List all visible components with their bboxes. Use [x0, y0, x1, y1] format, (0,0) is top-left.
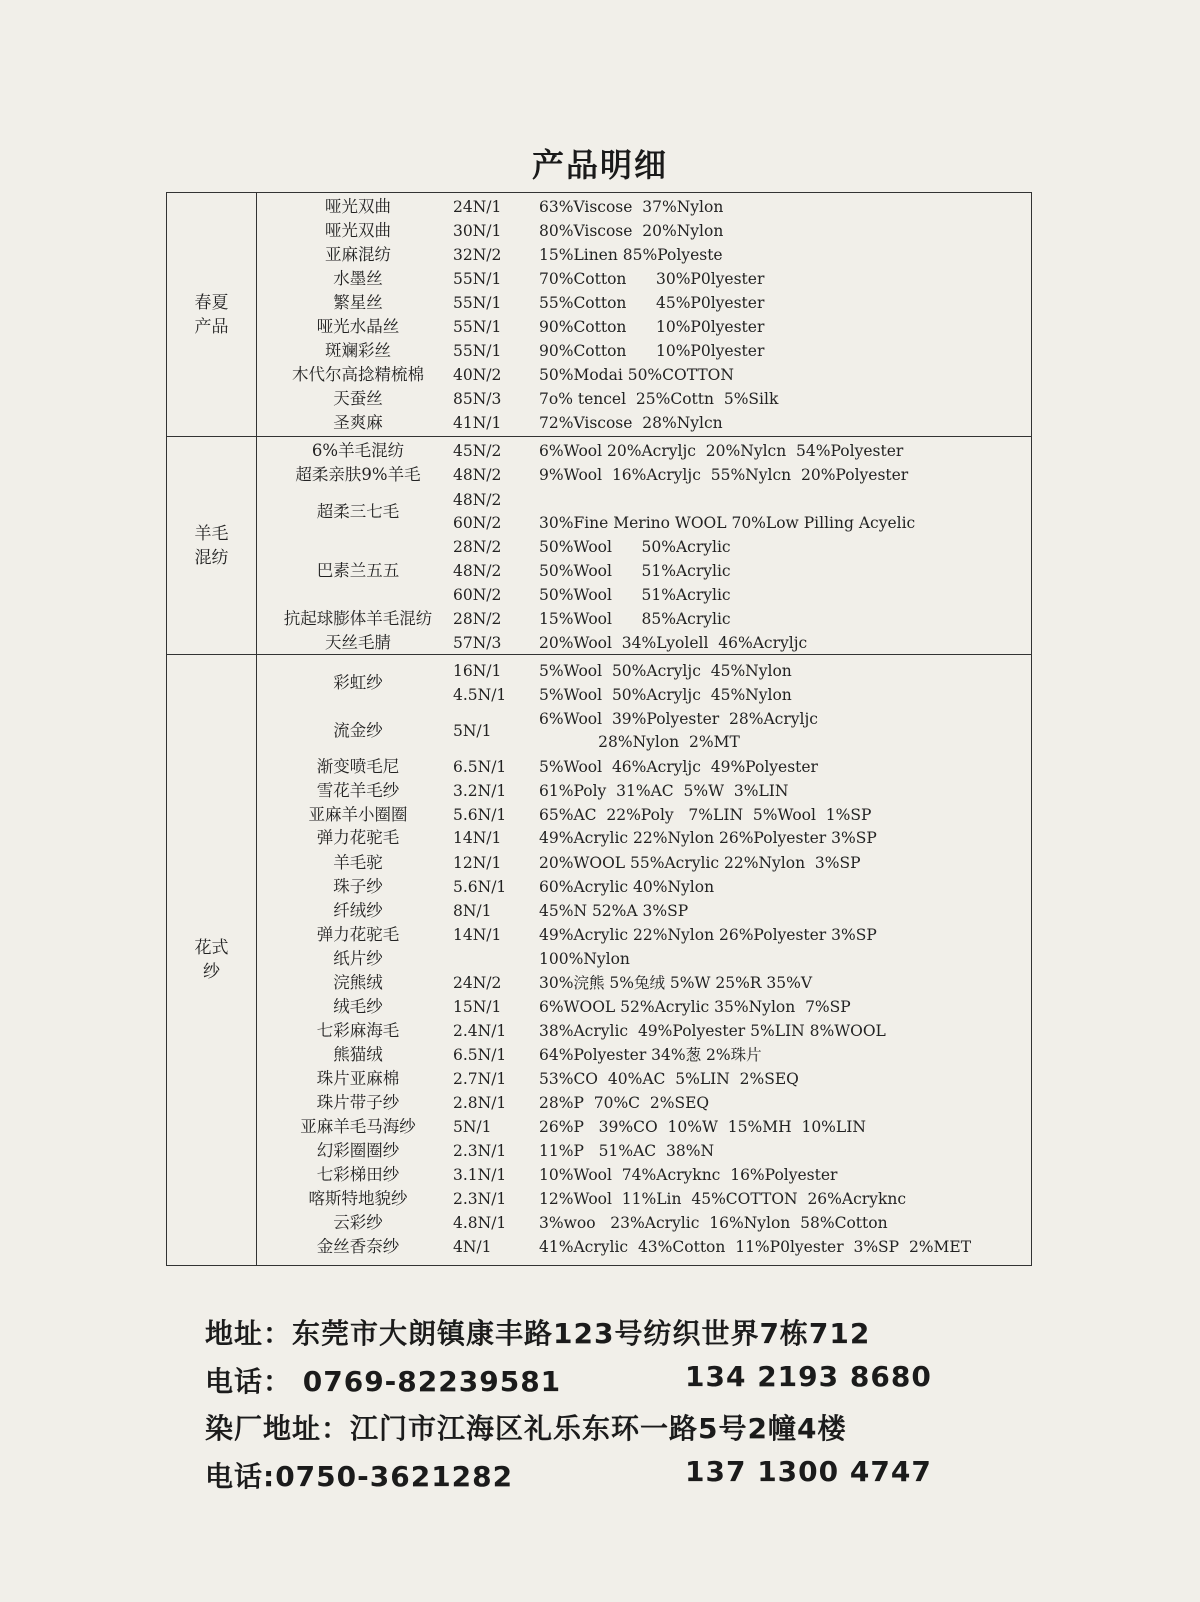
table-row — [257, 659, 1031, 692]
composition: 15%Wool 85%Acrylic — [539, 610, 731, 628]
table-row — [257, 995, 1031, 1019]
yarn-count: 32N/2 — [453, 246, 502, 264]
product-name: 纤绒纱 — [333, 901, 383, 920]
product-name: 云彩纱 — [333, 1213, 383, 1232]
product-name: 哑光水晶丝 — [316, 317, 400, 336]
product-name: 天丝毛腈 — [325, 633, 391, 652]
composition: 12%Wool 11%Lin 45%COTTON 26%Acryknc — [539, 1190, 906, 1208]
table-row — [257, 511, 1031, 535]
product-name: 水墨丝 — [333, 269, 383, 288]
yarn-count: 55N/1 — [453, 318, 502, 336]
section-rows — [257, 655, 1031, 1265]
product-table — [166, 192, 1032, 1266]
table-row — [257, 607, 1031, 631]
table-row — [257, 488, 1031, 521]
table-row — [257, 315, 1031, 339]
composition: 30%浣熊 5%兔绒 5%W 25%R 35%V — [539, 974, 813, 992]
yarn-count: 60N/2 — [453, 586, 502, 604]
composition: 45%N 52%A 3%SP — [539, 902, 689, 920]
table-row — [257, 851, 1031, 875]
composition: 61%Poly 31%AC 5%W 3%LIN — [539, 782, 789, 800]
composition: 28%P 70%C 2%SEQ — [539, 1094, 710, 1112]
composition: 64%Polyester 34%葱 2%珠片 — [539, 1046, 762, 1064]
table-row — [257, 755, 1031, 779]
yarn-count: 2.3N/1 — [453, 1142, 507, 1160]
section-wool-blend — [167, 437, 1031, 655]
yarn-count: 30N/1 — [453, 222, 502, 240]
section-spring-summer — [167, 193, 1031, 437]
table-row — [257, 219, 1031, 243]
dye-factory-address: 染厂地址：江门市江海区礼乐东环一路5号2幢4楼 — [205, 1412, 847, 1445]
table-row — [257, 339, 1031, 363]
yarn-count: 48N/2 — [453, 562, 502, 580]
product-name: 幻彩圈圈纱 — [316, 1141, 400, 1160]
yarn-count: 60N/2 — [453, 514, 502, 532]
yarn-count: 3.1N/1 — [453, 1166, 507, 1184]
table-row — [257, 1091, 1031, 1115]
composition: 50%Modai 50%COTTON — [539, 366, 734, 384]
table-row — [257, 559, 1031, 583]
mobile-1: 134 2193 8680 — [685, 1360, 932, 1393]
yarn-count: 40N/2 — [453, 366, 502, 384]
yarn-count: 2.7N/1 — [453, 1070, 507, 1088]
composition: 41%Acrylic 43%Cotton 11%P0lyester 3%SP 2%MET — [539, 1238, 972, 1256]
category-label: 花式纱 — [167, 655, 257, 1265]
product-name: 浣熊绒 — [333, 973, 383, 992]
yarn-count: 5N/1 — [453, 1118, 492, 1136]
table-row — [257, 1235, 1031, 1259]
product-name: 熊猫绒 — [333, 1045, 383, 1064]
product-name: 雪花羊毛纱 — [316, 781, 400, 800]
yarn-count: 5.6N/1 — [453, 878, 507, 896]
composition: 50%Wool 51%Acrylic — [539, 562, 731, 580]
composition: 38%Acrylic 49%Polyester 5%LIN 8%WOOL — [539, 1022, 886, 1040]
phone-1: 电话： 0769-82239581 — [205, 1365, 562, 1398]
table-row — [257, 1043, 1031, 1067]
composition: 72%Viscose 28%Nylcn — [539, 414, 723, 432]
table-row — [257, 899, 1031, 923]
composition: 100%Nylon — [539, 950, 630, 968]
product-name: 天蚕丝 — [333, 389, 383, 408]
composition: 50%Wool 51%Acrylic — [539, 586, 731, 604]
yarn-count: 41N/1 — [453, 414, 502, 432]
table-row — [257, 243, 1031, 267]
category-label: 春夏 产品 — [167, 193, 257, 436]
product-name: 圣爽麻 — [333, 413, 383, 432]
section-fancy-yarn — [167, 655, 1031, 1265]
product-name: 斑斓彩丝 — [325, 341, 391, 360]
product-name: 金丝香奈纱 — [316, 1237, 400, 1256]
yarn-count: 45N/2 — [453, 442, 502, 460]
yarn-count: 48N/2 — [453, 491, 502, 509]
table-row — [257, 1163, 1031, 1187]
yarn-count: 8N/1 — [453, 902, 492, 920]
address-line: 地址：东莞市大朗镇康丰路123号纺织世界7栋712 — [205, 1317, 871, 1350]
product-name: 弹力花驼毛 — [316, 925, 400, 944]
yarn-count: 4.5N/1 — [453, 686, 507, 704]
product-name: 繁星丝 — [333, 293, 383, 312]
composition: 15%Linen 85%Polyeste — [539, 246, 723, 264]
product-name: 流金纱 — [333, 721, 383, 740]
product-name: 七彩麻海毛 — [316, 1021, 400, 1040]
yarn-count: 24N/2 — [453, 974, 502, 992]
product-name: 羊毛驼 — [333, 853, 383, 872]
table-row — [257, 971, 1031, 995]
composition: 70%Cotton 30%P0lyester — [539, 270, 765, 288]
category-label: 羊毛 混纺 — [167, 437, 257, 654]
yarn-count: 24N/1 — [453, 198, 502, 216]
product-name: 珠片亚麻棉 — [316, 1069, 400, 1088]
composition: 5%Wool 46%Acryljc 49%Polyester — [539, 758, 818, 776]
product-name: 珠子纱 — [333, 877, 383, 896]
section-rows — [257, 437, 1031, 654]
table-row — [257, 1019, 1031, 1043]
yarn-count: 28N/2 — [453, 610, 502, 628]
mobile-2: 137 1300 4747 — [685, 1455, 932, 1488]
table-row — [257, 631, 1031, 655]
product-name: 巴素兰五五 — [316, 561, 400, 580]
composition: 6%WOOL 52%Acrylic 35%Nylon 7%SP — [539, 998, 851, 1016]
phone-2: 电话:0750-3621282 — [205, 1460, 514, 1493]
composition: 90%Cotton 10%P0lyester — [539, 318, 765, 336]
table-row — [257, 535, 1031, 559]
table-row — [257, 363, 1031, 387]
product-name: 绒毛纱 — [333, 997, 383, 1016]
composition: 6%Wool 20%Acryljc 20%Nylcn 54%Polyester — [539, 442, 904, 460]
table-row — [257, 267, 1031, 291]
yarn-count: 15N/1 — [453, 998, 502, 1016]
composition: 10%Wool 74%Acryknc 16%Polyester — [539, 1166, 838, 1184]
table-row — [257, 583, 1031, 607]
yarn-count: 14N/1 — [453, 926, 502, 944]
composition: 60%Acrylic 40%Nylon — [539, 878, 715, 896]
yarn-count: 2.3N/1 — [453, 1190, 507, 1208]
product-name: 木代尔高捻精梳棉 — [292, 365, 424, 384]
table-row — [257, 947, 1031, 971]
composition: 63%Viscose 37%Nylon — [539, 198, 724, 216]
product-name: 七彩梯田纱 — [316, 1165, 400, 1184]
yarn-count: 55N/1 — [453, 342, 502, 360]
product-name: 亚麻羊小圈圈 — [308, 805, 408, 824]
product-name: 渐变喷毛尼 — [316, 757, 400, 776]
yarn-count: 5.6N/1 — [453, 806, 507, 824]
table-row — [257, 826, 1031, 850]
composition: 50%Wool 50%Acrylic — [539, 538, 731, 556]
table-row — [257, 730, 1031, 754]
product-name: 珠片带子纱 — [316, 1093, 400, 1112]
product-name: 超柔亲肤9%羊毛 — [295, 465, 421, 484]
yarn-count: 85N/3 — [453, 390, 502, 408]
yarn-count: 57N/3 — [453, 634, 502, 652]
composition: 7o% tencel 25%Cottn 5%Silk — [539, 390, 779, 408]
composition: 5%Wool 50%Acryljc 45%Nylon — [539, 686, 792, 704]
composition: 65%AC 22%Poly 7%LIN 5%Wool 1%SP — [539, 806, 872, 824]
table-row — [257, 1211, 1031, 1235]
table-row — [257, 1067, 1031, 1091]
section-rows — [257, 193, 1031, 436]
yarn-count: 6.5N/1 — [453, 1046, 507, 1064]
composition: 49%Acrylic 22%Nylon 26%Polyester 3%SP — [539, 926, 877, 944]
product-name: 亚麻混纺 — [325, 245, 391, 264]
composition: 90%Cotton 10%P0lyester — [539, 342, 765, 360]
yarn-count: 55N/1 — [453, 294, 502, 312]
table-row — [257, 1139, 1031, 1163]
table-row — [257, 707, 1031, 740]
table-row — [257, 875, 1031, 899]
yarn-count: 6.5N/1 — [453, 758, 507, 776]
composition: 5%Wool 50%Acryljc 45%Nylon — [539, 662, 792, 680]
composition: 30%Fine Merino WOOL 70%Low Pilling Acyelic — [539, 514, 916, 532]
table-row — [257, 195, 1031, 219]
composition: 55%Cotton 45%P0lyester — [539, 294, 765, 312]
page-title: 产品明细 — [531, 146, 668, 184]
composition: 28%Nylon 2%MT — [539, 733, 740, 751]
product-name: 6%羊毛混纺 — [311, 441, 405, 460]
product-name: 弹力花驼毛 — [316, 828, 400, 847]
composition: 80%Viscose 20%Nylon — [539, 222, 724, 240]
table-row — [257, 803, 1031, 827]
yarn-count: 2.8N/1 — [453, 1094, 507, 1112]
composition: 6%Wool 39%Polyester 28%Acryljc — [539, 710, 818, 728]
yarn-count: 2.4N/1 — [453, 1022, 507, 1040]
table-row — [257, 291, 1031, 315]
yarn-count: 4N/1 — [453, 1238, 492, 1256]
table-row — [257, 1115, 1031, 1139]
table-row — [257, 779, 1031, 803]
composition: 3%woo 23%Acrylic 16%Nylon 58%Cotton — [539, 1214, 888, 1232]
table-row — [257, 1187, 1031, 1211]
yarn-count: 4.8N/1 — [453, 1214, 507, 1232]
table-row — [257, 439, 1031, 463]
table-row — [257, 463, 1031, 487]
composition: 49%Acrylic 22%Nylon 26%Polyester 3%SP — [539, 829, 877, 847]
product-name: 纸片纱 — [333, 949, 383, 968]
table-row — [257, 411, 1031, 435]
composition: 20%Wool 34%Lyolell 46%Acryljc — [539, 634, 808, 652]
phone-line-2 — [205, 1455, 932, 1495]
product-name: 超柔三七毛 — [316, 502, 400, 521]
composition: 53%CO 40%AC 5%LIN 2%SEQ — [539, 1070, 799, 1088]
table-row — [257, 387, 1031, 411]
product-name: 喀斯特地貌纱 — [308, 1189, 408, 1208]
yarn-count: 55N/1 — [453, 270, 502, 288]
product-name: 彩虹纱 — [333, 673, 383, 692]
composition: 11%P 51%AC 38%N — [539, 1142, 715, 1160]
composition: 20%WOOL 55%Acrylic 22%Nylon 3%SP — [539, 854, 861, 872]
yarn-count: 16N/1 — [453, 662, 502, 680]
table-row — [257, 683, 1031, 707]
yarn-count: 3.2N/1 — [453, 782, 507, 800]
yarn-count: 12N/1 — [453, 854, 502, 872]
yarn-count: 14N/1 — [453, 829, 502, 847]
product-name: 抗起球膨体羊毛混纺 — [283, 609, 433, 628]
yarn-count: 48N/2 — [453, 466, 502, 484]
product-name: 哑光双曲 — [325, 197, 391, 216]
composition: 9%Wool 16%Acryljc 55%Nylcn 20%Polyester — [539, 466, 909, 484]
yarn-count: 5N/1 — [453, 722, 492, 740]
table-row — [257, 923, 1031, 947]
product-name: 哑光双曲 — [325, 221, 391, 240]
phone-line-1 — [205, 1360, 932, 1400]
composition: 26%P 39%CO 10%W 15%MH 10%LIN — [539, 1118, 866, 1136]
product-name: 亚麻羊毛马海纱 — [300, 1117, 416, 1136]
yarn-count: 28N/2 — [453, 538, 502, 556]
